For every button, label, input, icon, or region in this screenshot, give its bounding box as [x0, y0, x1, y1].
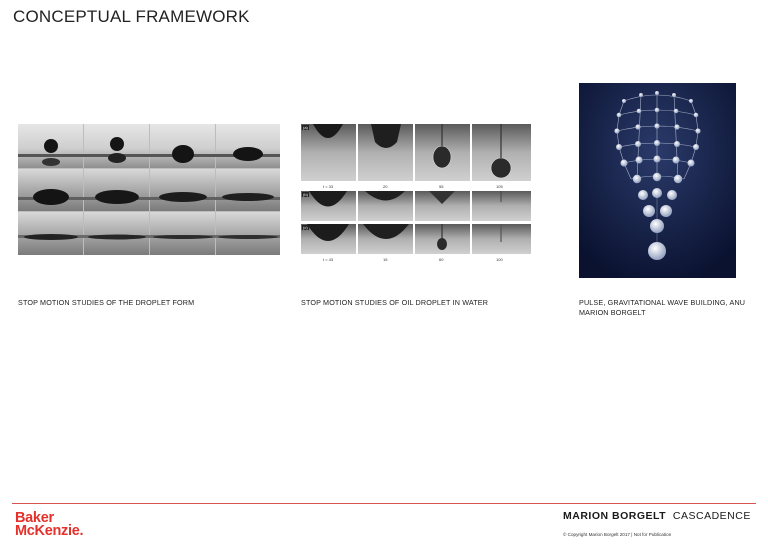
baker-mckenzie-logo	[15, 512, 83, 538]
time-label: 60	[439, 257, 444, 262]
oil-droplet-image	[301, 124, 531, 265]
page-title: CONCEPTUAL FRAMEWORK	[13, 7, 250, 26]
copyright-notice: © Copyright Marion Borgelt 2017 | Not for Publication	[563, 532, 672, 537]
footer-divider	[12, 503, 756, 504]
logo-line-1: Baker	[15, 510, 54, 526]
time-label: 100	[496, 257, 503, 262]
time-label: t = 43	[323, 257, 334, 262]
oil-droplet-grid	[301, 124, 531, 265]
time-label: 15	[383, 257, 388, 262]
droplet-form-grid	[18, 124, 280, 255]
project-title	[563, 510, 751, 522]
oil-droplet-caption: STOP MOTION STUDIES OF OIL DROPLET IN WATER	[301, 298, 489, 307]
pulse-installation-image	[579, 83, 736, 278]
artist-name: MARION BORGELT	[563, 510, 667, 522]
row-label-b: (b)	[303, 192, 308, 197]
row-label-c: (c)	[303, 225, 308, 230]
droplet-form-image	[18, 124, 280, 255]
time-label: 55	[439, 184, 444, 189]
pulse-caption: PULSE, GRAVITATIONAL WAVE BUILDING, ANU MARION BORGELT	[579, 298, 746, 317]
logo-line-2: McKenzie.	[15, 523, 84, 539]
time-label: t = 33	[323, 184, 334, 189]
time-label: 105	[496, 184, 503, 189]
project-name: CASCADENCE	[672, 510, 751, 522]
droplet-form-caption: STOP MOTION STUDIES OF THE DROPLET FORM	[18, 298, 195, 307]
time-label: 20	[383, 184, 388, 189]
pulse-installation-photo	[579, 83, 736, 278]
row-label-a: (a)	[303, 125, 308, 130]
